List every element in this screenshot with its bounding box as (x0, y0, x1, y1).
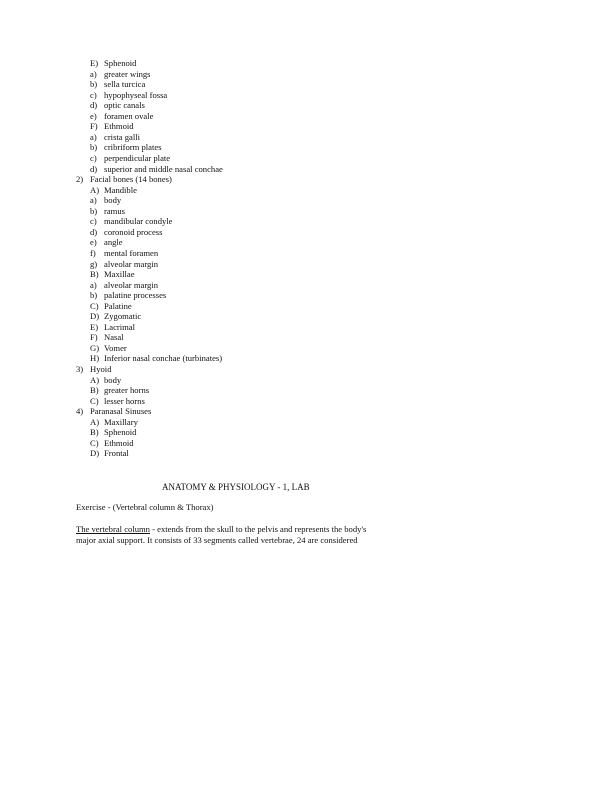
outline-item (90, 269, 135, 280)
outline-item (90, 132, 140, 143)
outline-text: palatine processes (104, 290, 167, 301)
outline-item (90, 58, 136, 69)
outline-marker: 4) (76, 406, 84, 417)
outline-item (90, 121, 134, 132)
outline-text: Ethmoid (104, 121, 134, 132)
outline-marker: C) (90, 437, 99, 448)
outline-text: Sphenoid (104, 427, 137, 438)
outline-marker: A) (90, 374, 100, 385)
outline-marker: a) (90, 68, 97, 79)
outline-marker: c) (90, 89, 97, 100)
outline-marker: d) (90, 100, 98, 111)
outline-text: coronoid process (104, 226, 163, 237)
outline-marker: C) (90, 300, 99, 311)
outline-item (90, 375, 121, 386)
outline-item (90, 396, 145, 407)
outline-marker: e) (90, 237, 97, 248)
outline-marker: C) (90, 395, 99, 406)
outline-marker: a) (90, 195, 97, 206)
outline-text: Sphenoid (104, 58, 137, 68)
outline-item (90, 332, 124, 343)
outline-text: Facial bones (14 bones) (90, 174, 172, 185)
outline-text: Zygomatic (104, 311, 142, 322)
outline-item (90, 259, 158, 270)
outline-section (76, 364, 111, 375)
page-heading: ANATOMY & PHYSIOLOGY - 1, LAB (162, 482, 310, 492)
paragraph-line2: major axial support. It consists of 33 segments called vertebrae, 24 are considered (76, 534, 358, 545)
outline-item (90, 90, 167, 101)
outline-marker: B) (90, 427, 99, 438)
outline-text: mandibular condyle (104, 216, 173, 227)
outline-item (90, 69, 151, 80)
outline-marker: c) (90, 152, 97, 163)
outline-text: Mandible (104, 184, 137, 195)
outline-item (90, 417, 138, 428)
outline-item (90, 164, 223, 175)
outline-item (90, 343, 127, 354)
outline-item (90, 290, 166, 301)
intro-paragraph (76, 524, 546, 545)
outline-text: body (104, 195, 122, 206)
outline-item (90, 353, 222, 364)
outline-text: Vomer (104, 342, 127, 353)
outline-text: Inferior nasal conchae (turbinates) (104, 353, 223, 364)
outline-marker: F) (90, 121, 98, 132)
outline-text: Frontal (104, 448, 129, 459)
outline-marker: D) (90, 311, 100, 322)
outline-marker: b) (90, 205, 98, 216)
outline-marker: E) (90, 321, 99, 332)
outline-marker: g) (90, 258, 98, 269)
outline-text: Ethmoid (104, 437, 134, 448)
outline-item (90, 79, 145, 90)
outline-item (90, 322, 135, 333)
outline-marker: A) (90, 416, 100, 427)
outline-text: perpendicular plate (104, 152, 171, 163)
outline-item (90, 227, 162, 238)
outline-item (90, 100, 145, 111)
outline-text: alveolar margin (104, 279, 159, 290)
outline-marker: e) (90, 110, 97, 121)
outline-item (90, 385, 149, 396)
outline-item (90, 111, 153, 122)
outline-marker: 3) (76, 364, 84, 374)
outline-marker: c) (90, 216, 97, 227)
outline-item (90, 142, 162, 153)
outline-marker: A) (90, 184, 100, 195)
outline-marker: d) (90, 226, 98, 237)
outline-section (76, 406, 151, 417)
outline-marker: a) (90, 131, 97, 142)
outline-marker: B) (90, 385, 99, 396)
outline-marker: f) (90, 247, 96, 258)
outline-marker: B) (90, 269, 99, 279)
outline-text: foramen ovale (104, 110, 154, 121)
outline-marker: E) (90, 58, 99, 68)
outline-marker: b) (90, 142, 98, 153)
outline-item (90, 195, 121, 206)
outline-item (90, 301, 132, 312)
outline-text: Maxillae (104, 269, 135, 279)
outline-marker: b) (90, 290, 98, 301)
outline-text: sella turcica (104, 79, 146, 90)
outline-text: lesser horns (104, 395, 145, 406)
outline-text: greater wings (104, 68, 151, 79)
outline-item (90, 237, 123, 248)
outline-item (90, 153, 170, 164)
outline-item (90, 448, 129, 459)
outline-text: cribriform plates (104, 142, 162, 153)
outline-section (76, 174, 172, 185)
outline-text: Paranasal Sinuses (90, 406, 152, 417)
outline-marker: H) (90, 353, 100, 364)
outline-text: optic canals (104, 100, 145, 111)
outline-item (90, 438, 134, 449)
outline-text: greater horns (104, 385, 150, 396)
outline-text: Hyoid (90, 364, 112, 374)
outline-text: alveolar margin (104, 258, 159, 269)
outline-text: ramus (104, 205, 126, 216)
outline-marker: D) (90, 448, 100, 459)
outline-marker: F) (90, 332, 98, 343)
exercise-title: Exercise - (Vertebral column & Thorax) (76, 502, 214, 512)
outline-marker: G) (90, 342, 100, 353)
outline-text: Palatine (104, 300, 132, 311)
outline-marker: 2) (76, 174, 84, 185)
outline-text: Lacrimal (104, 321, 136, 332)
outline-text: mental foramen (104, 247, 159, 258)
paragraph-line1-rest: - extends from the skull to the pelvis and represents the body's (149, 524, 367, 534)
outline-item (90, 248, 158, 259)
outline-item (90, 185, 137, 196)
outline-item (90, 427, 136, 438)
outline-marker: b) (90, 79, 98, 90)
outline-item (90, 311, 141, 322)
outline-text: Nasal (104, 332, 124, 343)
outline-text: hypophyseal fossa (104, 89, 168, 100)
outline-text: body (104, 374, 122, 385)
outline-item (90, 216, 173, 227)
outline-item (90, 280, 158, 291)
outline-text: angle (104, 237, 123, 248)
outline-text: superior and middle nasal conchae (104, 163, 223, 174)
outline-marker: d) (90, 163, 98, 174)
outline-text: crista galli (104, 131, 141, 142)
term-vertebral-column: The vertebral column (76, 524, 150, 534)
outline-text: Maxillary (104, 416, 138, 427)
outline-item (90, 206, 125, 217)
outline-marker: a) (90, 279, 97, 290)
